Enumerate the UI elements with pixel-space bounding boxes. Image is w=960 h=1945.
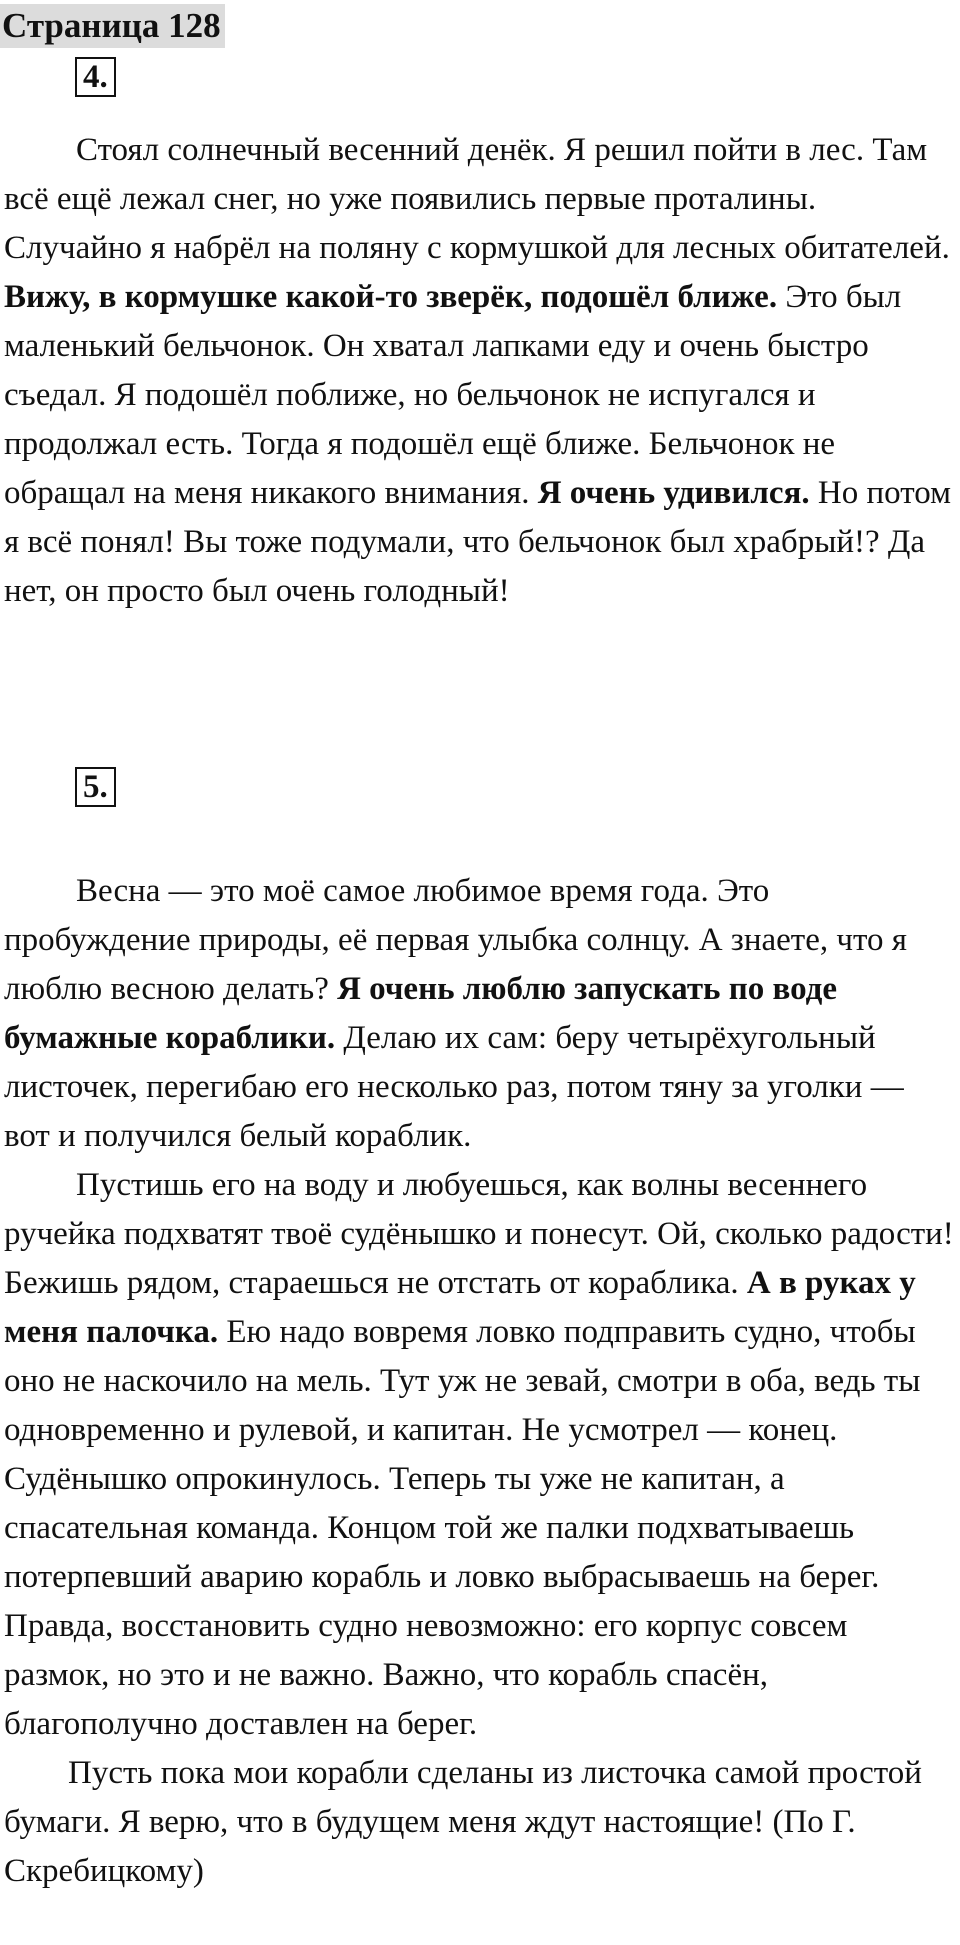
task-5-text-part: Пустишь его на воду и любуешься, как волны весеннего ручейка подхватят твоё судёнышко и понесут. Ой, сколько радости! Бежишь рядом, стараешься не отстать от кораблика.	[4, 1167, 954, 1301]
task-5-bold-sentence: А в руках у меня палочка.	[4, 1265, 916, 1350]
task-4-text-part: Но потом я всё понял! Вы тоже подумали, что бельчонок был храбрый!? Да нет, он просто был очень голодный!	[4, 475, 951, 609]
task-5-text-part: Делаю их сам: беру четырёхугольный листочек, перегибаю его несколько раз, потом тяну за уголки — вот и получился белый кораблик.	[4, 1020, 904, 1154]
task-5-text	[4, 867, 956, 1896]
task-4-text-part: Это был маленький бельчонок. Он хватал лапками еду и очень быстро съедал. Я подошёл поближе, но бельчонок не испугался и продолжал есть. Тогда я подошёл ещё ближе. Бельчонок не обращал на меня никакого внимания.	[4, 279, 902, 511]
page-title: Страница 128	[0, 4, 225, 48]
task-5-number: 5.	[75, 767, 116, 807]
task-5-paragraph	[4, 1161, 956, 1749]
task-4-bold-sentence: Я очень удивился.	[537, 475, 810, 511]
task-5-paragraph	[4, 867, 956, 1161]
task-5-paragraph: Пусть пока мои корабли сделаны из листочка самой простой бумаги. Я верю, что в будущем меня ждут настоящие! (По Г. Скребицкому)	[4, 1755, 922, 1889]
task-5-text-part: Ею надо вовремя ловко подправить судно, чтобы оно не наскочило на мель. Тут уж не зевай, смотри в оба, ведь ты одновременно и рулевой, и капитан. Не усмотрел — конец. Судёнышко опрокинулось. Теперь ты уже не капитан, а спасательная команда. Концом той же палки подхватываешь потерпевший аварию корабль и ловко выбрасываешь на берег. Правда, восстановить судно невозможно: его корпус совсем размок, но это и не важно. Важно, что корабль спасён, благополучно доставлен на берег.	[4, 1314, 921, 1742]
task-4-bold-sentence: Вижу, в кормушке какой-то зверёк, подошёл ближе.	[4, 279, 778, 315]
task-4-text	[4, 126, 956, 616]
task-5-bold-sentence: Я очень люблю запускать по воде бумажные кораблики.	[4, 971, 837, 1056]
task-4-text-part: Стоял солнечный весенний денёк. Я решил пойти в лес. Там всё ещё лежал снег, но уже появились первые проталины. Случайно я набрёл на поляну с кормушкой для лесных обитателей.	[4, 132, 950, 266]
task-4-paragraph	[4, 126, 956, 616]
task-5-text-part: Весна — это моё самое любимое время года. Это пробуждение природы, её первая улыбка солнцу. А знаете, что я люблю весною делать?	[4, 873, 907, 1007]
task-4-number: 4.	[75, 57, 116, 97]
